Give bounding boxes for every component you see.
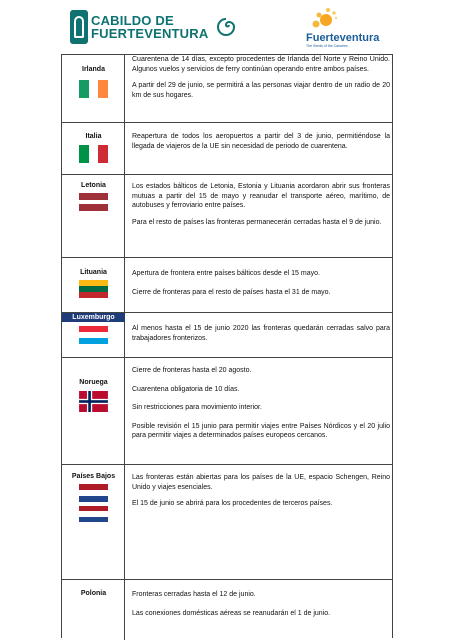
restriction-text [132,55,390,107]
country-name: Letonia [81,182,106,189]
table-row-luxemburgo [62,313,392,358]
restriction-text [132,473,390,516]
restriction-text [132,324,390,350]
paragraph: Cierre de fronteras para el resto de países hasta el 31 de mayo. [132,288,331,296]
paragraph: Para el resto de países las fronteras permanecerán cerradas hasta el 9 de junio. [132,218,382,226]
paragraph: Posible revisión el 15 junio para permitir viajes entre Países Nórdicos y el 20 julio para permitir viajes a determinados países europeos cercanos. [132,422,390,440]
fuerteventura-logo-name: Fuerteventura [306,32,380,44]
country-name: Luxemburgo [72,314,115,321]
document-header [0,0,452,52]
paragraph: Cuarentena obligatoria de 10 días. [132,385,240,393]
table-row-irlanda [62,55,392,123]
country-cell [62,465,125,579]
table-row-paises-bajos [62,465,392,580]
spiral-icon [214,15,238,39]
country-cell [62,358,125,464]
restriction-text [132,590,390,625]
country-cell [62,580,125,640]
paragraph: Reapertura de todos los aeropuertos a partir del 3 de junio, permitiéndose la llegada de viajeros de la UE sin necesidad de periodo de cuarentena. [132,133,390,150]
country-name: Italia [85,133,102,140]
flag-irlanda-icon [79,80,108,98]
country-name: Países Bajos [71,473,116,480]
cabildo-logo-line1: CABILDO DE [91,13,174,28]
paragraph: Fronteras cerradas hasta el 12 de junio. [132,591,256,598]
paragraph: A partir del 29 de junio, se permitirá a las personas viajar dentro de un radio de 20 km de sus hogares. [132,82,390,99]
paragraph: Cierre de fronteras hasta el 20 agosto. [132,367,252,374]
country-name: Noruega [79,379,108,386]
restriction-text [132,366,390,448]
table-row-italia [62,123,392,175]
flag-italia-icon [79,145,108,163]
table-row-noruega [62,358,392,465]
restriction-text [132,182,390,234]
paragraph: Cuarentena de 14 días, excepto procedentes de Irlanda del Norte y Reino Unido. Algunos vuelos y servicios de ferry continúan operando entre ambos países. [132,56,390,73]
paragraph: Sin restricciones para movimiento interior. [132,404,262,412]
flag-paises-bajos-1-icon [79,484,108,502]
table-row-lituania [62,258,392,313]
table-row-letonia [62,175,392,258]
country-name: Lituania [80,269,107,276]
fuerteventura-logo [306,6,396,50]
country-cell [62,55,125,122]
country-cell [62,123,125,174]
country-cell [62,258,125,312]
flag-noruega-icon [79,391,108,412]
cabildo-logo-line2: FUERTEVENTURA [91,26,209,41]
country-cell [62,313,125,357]
table-row-polonia [62,580,392,640]
country-name: Polonia [80,590,107,597]
country-restrictions-table [61,54,393,638]
country-name: Irlanda [82,66,105,73]
flag-paises-bajos-2-icon [79,506,108,522]
cabildo-logo [70,8,238,46]
restriction-text [132,132,390,158]
restriction-text [132,269,390,304]
paragraph: Las conexiones domésticas aéreas se reanudarán el 1 de junio. [132,609,331,617]
flag-letonia-icon [79,193,108,211]
flag-lituania-icon [79,280,108,298]
country-cell [62,175,125,257]
paragraph: Apertura de frontera entre países bálticos desde el 15 mayo. [132,270,320,277]
paragraph: Al menos hasta el 15 de junio 2020 las fronteras quedarán cerradas salvo para trabajadores fronterizos. [132,325,390,342]
paragraph: El 15 de junio se abrirá para los procedentes de terceros países. [132,500,333,508]
cabildo-emblem-icon [70,10,88,44]
fuerteventura-logo-tagline: The Seeds of the Canaries [306,44,348,48]
flag-luxemburgo-icon [79,326,108,344]
paragraph: Las fronteras están abiertas para los países de la UE, espacio Schengen, Reino Unido y viajes esenciales. [132,474,390,491]
paragraph: Los estados bálticos de Letonia, Estonia y Lituania acordaron abrir sus fronteras mutuas a partir del 15 de mayo y reanudar el transporte aéreo, marítimo, de autobuses y ferroviario entre países. [132,183,390,210]
